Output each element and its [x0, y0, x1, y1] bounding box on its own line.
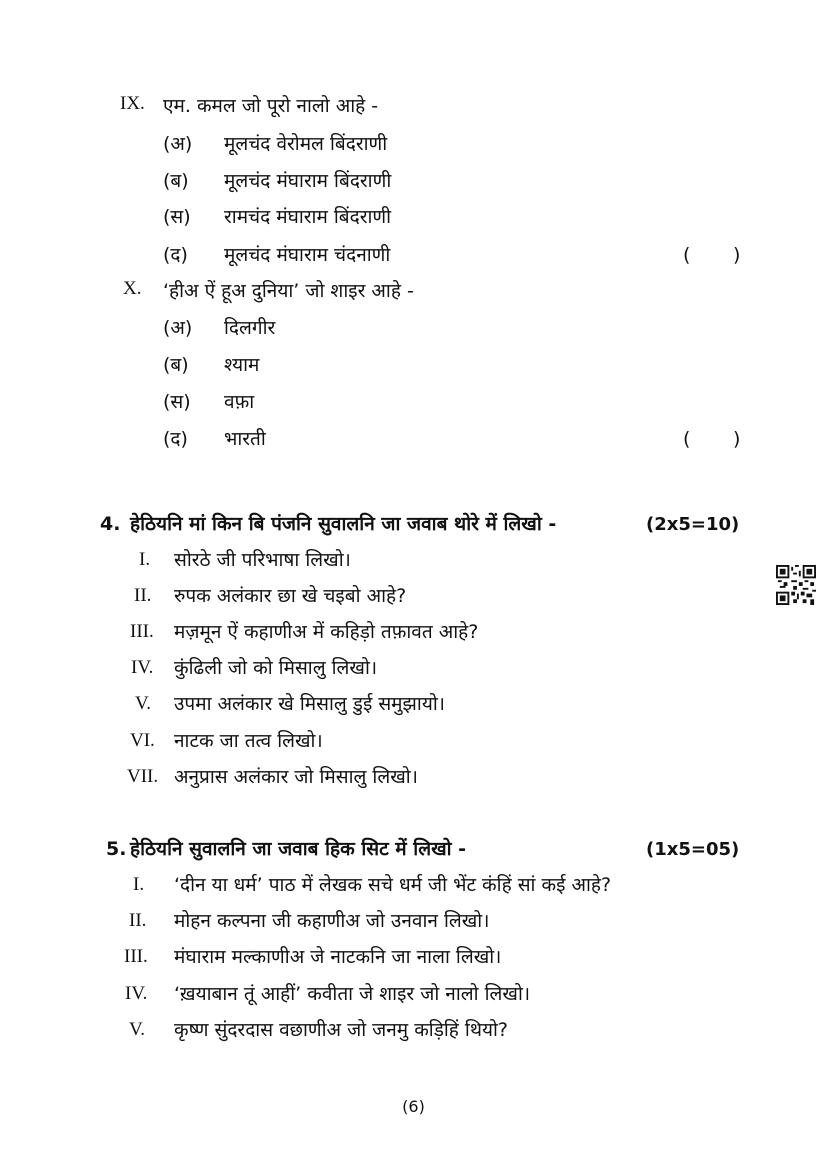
- section-title: हेठियनि सुवालनि जा जवाब हिक सिट में लिखो -: [130, 838, 467, 860]
- option-label: (ब): [163, 170, 189, 192]
- option-label: (ब): [163, 354, 189, 376]
- answer-bracket-open: (: [683, 428, 691, 450]
- answer-bracket-close: ): [733, 244, 741, 266]
- option-text: श्याम: [224, 354, 260, 376]
- sub-question-number: I.: [133, 874, 145, 895]
- option-label: (द): [163, 244, 188, 266]
- option-text: मूलचंद मंघाराम बिंदराणी: [224, 170, 392, 192]
- option-label: (अ): [163, 317, 193, 339]
- sub-question-text: उपमा अलंकार खे मिसालु डुई समुझायो।: [174, 693, 445, 715]
- option-text: मूलचंद वेरोमल बिंदराणी: [224, 133, 388, 155]
- section-marks: (2x5=10): [646, 514, 740, 535]
- sub-question-text: मंघाराम मल्काणीअ जे नाटकनि जा नाला लिखो।: [174, 946, 502, 968]
- sub-question-number: III.: [124, 946, 148, 967]
- sub-question-text: कुंढिली जो को मिसालु लिखो।: [174, 657, 378, 679]
- option-text: मूलचंद मंघाराम चंदनाणी: [224, 244, 391, 266]
- sub-question-text: अनुप्रास अलंकार जो मिसालु लिखो।: [174, 766, 418, 788]
- qr-code-icon: [776, 565, 816, 605]
- answer-bracket-close: ): [733, 428, 741, 450]
- sub-question-text: ‘ख़याबान तूं आहीं’ कवीता जे शाइर जो नालो लिखो।: [174, 983, 531, 1005]
- sub-question-text: रुपक अलंकार छा खे चइबो आहे?: [174, 585, 407, 607]
- sub-question-number: VI.: [130, 730, 155, 751]
- option-text: दिलगीर: [224, 317, 276, 339]
- section-number: 5.: [106, 838, 127, 860]
- question-text: ‘हीअ ऐं हूअ दुनिया’ जो शाइर आहे -: [163, 280, 414, 302]
- sub-question-number: I.: [139, 549, 151, 570]
- question-number: IX.: [120, 93, 145, 114]
- section-number: 4.: [100, 513, 121, 535]
- option-text: रामचंद मंघाराम बिंदराणी: [224, 206, 392, 228]
- sub-question-number: V.: [129, 1019, 146, 1040]
- page-number: (6): [402, 1097, 425, 1116]
- section-marks: (1x5=05): [646, 839, 740, 860]
- question-text: एम. कमल जो पूरो नालो आहे -: [163, 95, 379, 117]
- sub-question-text: नाटक जा तत्व लिखो।: [174, 730, 323, 752]
- answer-bracket-open: (: [683, 244, 691, 266]
- option-text: वफ़ा: [224, 391, 255, 413]
- sub-question-number: IV.: [125, 983, 148, 1004]
- sub-question-number: IV.: [131, 657, 154, 678]
- question-number: X.: [123, 278, 142, 299]
- section-title: हेठियनि मां किन बि पंजनि सुवालनि जा जवाब थोरे में लिखो -: [130, 513, 557, 535]
- option-text: भारती: [224, 428, 266, 450]
- option-label: (स): [163, 391, 191, 413]
- sub-question-number: V.: [135, 693, 152, 714]
- sub-question-number: II.: [134, 585, 152, 606]
- option-label: (स): [163, 206, 191, 228]
- sub-question-text: कृष्ण सुंदरदास वछाणीअ जो जनमु कड़िहिं थियो?: [174, 1019, 509, 1041]
- sub-question-text: मज़मून ऐं कहाणीअ में कहिड़ो तफ़ावत आहे?: [174, 621, 479, 643]
- sub-question-text: सोरठे जी परिभाषा लिखो।: [174, 549, 351, 571]
- option-label: (द): [163, 428, 188, 450]
- sub-question-number: II.: [129, 910, 147, 931]
- sub-question-text: मोहन कल्पना जी कहाणीअ जो उनवान लिखो।: [174, 910, 490, 932]
- sub-question-text: ‘दीन या धर्म’ पाठ में लेखक सचे धर्म जी भेंट कंहिं सां कई आहे?: [174, 874, 612, 896]
- sub-question-number: VII.: [127, 766, 159, 787]
- option-label: (अ): [163, 133, 193, 155]
- sub-question-number: III.: [130, 621, 154, 642]
